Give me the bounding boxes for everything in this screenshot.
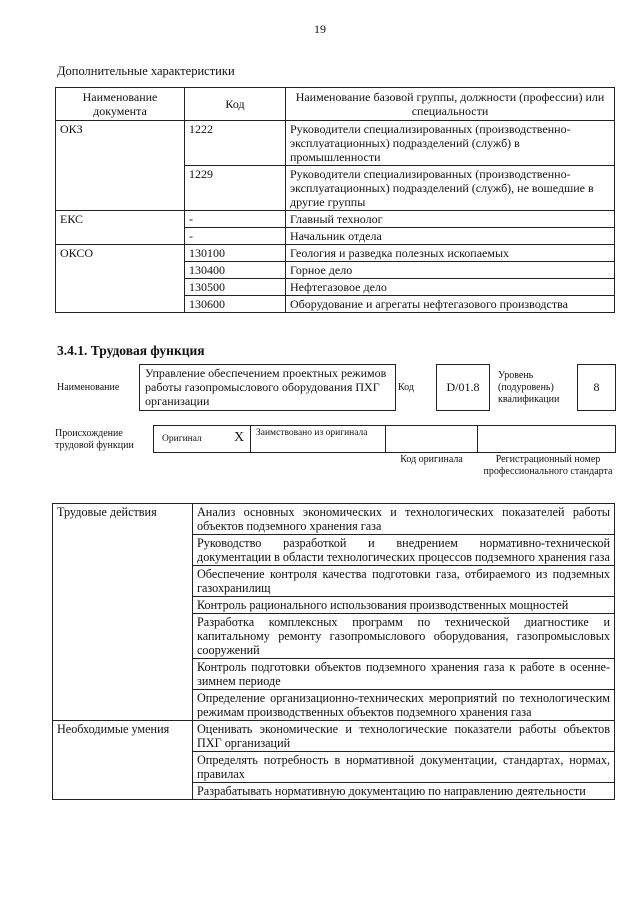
code-cell: -	[185, 211, 286, 228]
name-cell: Руководители специализированных (производственно-эксплуатационных) подразделений (служб) в промышленности	[286, 121, 615, 166]
item-cell: Разрабатывать нормативную документацию по направлению деятельности	[193, 783, 615, 800]
name-label: Наименование	[57, 382, 120, 393]
category-cell: Необходимые умения	[53, 721, 193, 800]
function-code-box	[436, 364, 490, 411]
item-cell: Анализ основных экономических и технологических показателей работы объектов подземного хранения газа	[193, 504, 615, 535]
doc-cell: ОКЗ	[56, 121, 185, 211]
header-code: Код	[185, 88, 286, 121]
divider	[385, 426, 386, 452]
origin-box	[153, 425, 616, 453]
level-value: 8	[593, 380, 600, 394]
code-cell: 130400	[185, 262, 286, 279]
name-cell: Начальник отдела	[286, 228, 615, 245]
reg-number-label: Регистрационный номер профессионального стандарта	[483, 454, 613, 477]
header-doc: Наименование документа	[56, 88, 185, 121]
function-code: D/01.8	[446, 380, 480, 394]
doc-cell: ОКСО	[56, 245, 185, 313]
name-cell: Нефтегазовое дело	[286, 279, 615, 296]
borrowed-label: Заимствовано из оригинала	[256, 428, 368, 438]
item-cell: Определение организационно-технических мероприятий по технологическим режимам производственных объектов подземного хранения газа	[193, 690, 615, 721]
code-original-label: Код оригинала	[400, 454, 463, 465]
code-cell: 130600	[185, 296, 286, 313]
code-cell: 130500	[185, 279, 286, 296]
code-label: Код	[398, 382, 414, 393]
code-cell: 1229	[185, 166, 286, 211]
item-cell: Руководство разработкой и внедрением нормативно-технической документации в области технологических процессов подземного хранения газа	[193, 535, 615, 566]
additional-characteristics-title: Дополнительные характеристики	[57, 64, 235, 78]
header-name: Наименование базовой группы, должности (профессии) или специальности	[286, 88, 615, 121]
divider	[250, 426, 251, 452]
doc-cell: ЕКС	[56, 211, 185, 245]
code-cell: 130100	[185, 245, 286, 262]
original-mark: X	[234, 430, 245, 445]
original-label: Оригинал	[162, 434, 202, 444]
name-cell: Геология и разведка полезных ископаемых	[286, 245, 615, 262]
name-cell: Горное дело	[286, 262, 615, 279]
table-row	[56, 211, 615, 228]
name-cell: Руководители специализированных (производственно-эксплуатационных) подразделений (служб), не вошедшие в другие группы	[286, 166, 615, 211]
table-row	[56, 245, 615, 262]
item-cell: Обеспечение контроля качества подготовки газа, отбираемого из подземных газохранилищ	[193, 566, 615, 597]
item-cell: Оценивать экономические и технологические показатели работы объектов ПХГ организаций	[193, 721, 615, 752]
name-cell: Главный технолог	[286, 211, 615, 228]
table-row	[53, 504, 615, 535]
code-cell: 1222	[185, 121, 286, 166]
page-number: 19	[314, 22, 326, 36]
divider	[477, 426, 478, 452]
item-cell: Контроль подготовки объектов подземного хранения газа к работе в осенне-зимнем периоде	[193, 659, 615, 690]
item-cell: Контроль рационального использования производственных мощностей	[193, 597, 615, 614]
function-name: Управление обеспечением проектных режимов работы газопромыслового оборудования ПХГ организации	[145, 366, 387, 408]
category-cell: Трудовые действия	[53, 504, 193, 721]
code-cell: -	[185, 228, 286, 245]
level-label: Уровень (подуровень) квалификации	[498, 370, 560, 405]
item-cell: Определять потребность в нормативной документации, стандартах, нормах, правилах	[193, 752, 615, 783]
function-name-box	[139, 364, 396, 411]
item-cell: Разработка комплексных программ по технической диагностике и капитальному ремонту газопромыслового оборудования, газопромысловых сооружений	[193, 614, 615, 659]
section-title: 3.4.1. Трудовая функция	[57, 343, 205, 358]
name-cell: Оборудование и агрегаты нефтегазового производства	[286, 296, 615, 313]
table-header-row	[56, 88, 615, 121]
origin-label: Происхождение трудовой функции	[55, 428, 134, 451]
function-details-table	[52, 503, 615, 800]
table-row	[56, 121, 615, 166]
table-row	[53, 721, 615, 752]
additional-characteristics-table	[55, 87, 615, 313]
level-box	[577, 364, 616, 411]
